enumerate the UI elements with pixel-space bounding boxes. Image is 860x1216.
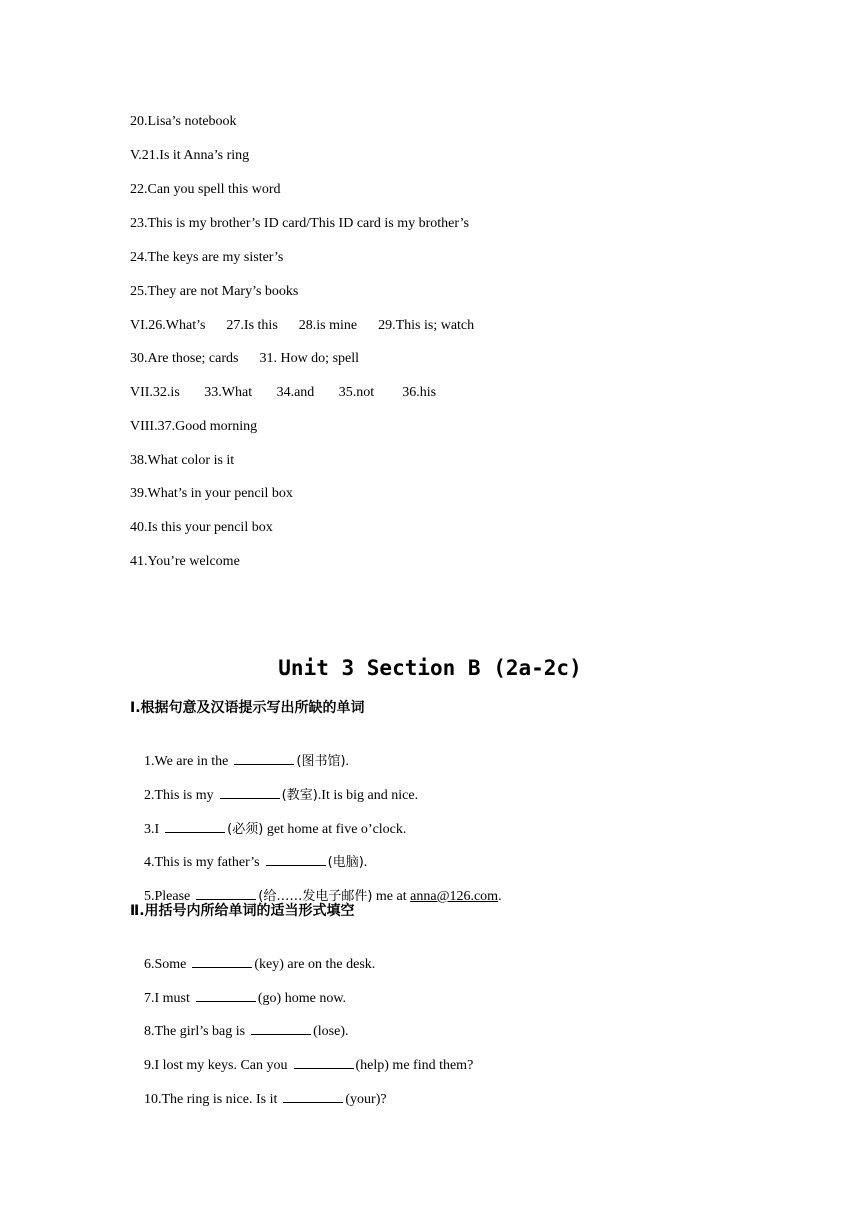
question-text: 5.Please [144,889,191,904]
question-text: 8.The girl’s bag is [144,1024,246,1039]
part2-heading: Ⅱ.用括号内所给单词的适当形式填空 [130,903,355,919]
answer-line: 24.The keys are my sister’s [130,250,284,265]
question-10 [130,1071,387,1127]
answer-line: VI.26.What’s 27.Is this 28.is mine 29.This is; watch [130,318,475,333]
email-link[interactable]: anna@126.com [410,889,499,904]
answer-line: VIII.37.Good morning [130,419,258,434]
question-text: (go) home now. [257,991,347,1006]
answer-blank[interactable] [165,819,225,833]
question-text: 2.This is my [144,788,214,803]
answer-line: VII.32.is 33.What 34.and 35.not 36.his [130,385,437,400]
answer-line: 39.What’s in your pencil box [130,486,293,501]
answer-blank[interactable] [294,1055,354,1069]
answer-blank[interactable] [220,785,280,799]
question-text: .It is big and nice. [317,788,419,803]
question-text: me at [372,889,411,904]
question-text: get home at five o’clock. [263,822,407,837]
question-text: 6.Some [144,957,187,972]
answer-line: 38.What color is it [130,453,235,468]
answer-blank[interactable] [266,852,326,866]
answer-line: 40.Is this your pencil box [130,520,273,535]
chinese-hint: (电脑) [327,855,364,870]
answer-line: 25.They are not Mary’s books [130,284,299,299]
answer-blank[interactable] [234,751,294,765]
question-text: (help) me find them? [355,1058,474,1073]
question-text: (key) are on the desk. [254,957,376,972]
answer-line: 23.This is my brother’s ID card/This ID card is my brother’s [130,216,469,231]
question-text: 7.I must [144,991,190,1006]
question-text: 3.I [144,822,160,837]
answer-blank[interactable] [192,954,252,968]
chinese-hint: (教室) [281,788,318,803]
question-text: 1.We are in the [144,754,229,769]
chinese-hint: (给……发电子邮件) [258,889,373,904]
question-text: 9.I lost my keys. Can you [144,1058,288,1073]
question-text: (lose). [313,1024,349,1039]
question-text: (your)? [345,1092,387,1107]
answer-line: 20.Lisa’s notebook [130,114,237,129]
answer-blank[interactable] [196,886,256,900]
question-text: . [498,889,502,904]
question-text: . [345,754,350,769]
answer-blank[interactable] [283,1089,343,1103]
chinese-hint: (图书馆) [296,754,346,769]
question-text: 4.This is my father’s [144,855,260,870]
answer-line: 41.You’re welcome [130,554,240,569]
chinese-hint: (必须) [227,822,264,837]
part1-heading: Ⅰ.根据句意及汉语提示写出所缺的单词 [130,700,365,716]
answer-line: 22.Can you spell this word [130,182,281,197]
question-text: . [363,855,368,870]
answer-blank[interactable] [251,1021,311,1035]
answer-line: 30.Are those; cards 31. How do; spell [130,351,360,366]
answer-line: V.21.Is it Anna’s ring [130,148,250,163]
question-text: 10.The ring is nice. Is it [144,1092,278,1107]
answer-blank[interactable] [196,988,256,1002]
section-title: Unit 3 Section B (2a-2c) [278,656,582,680]
